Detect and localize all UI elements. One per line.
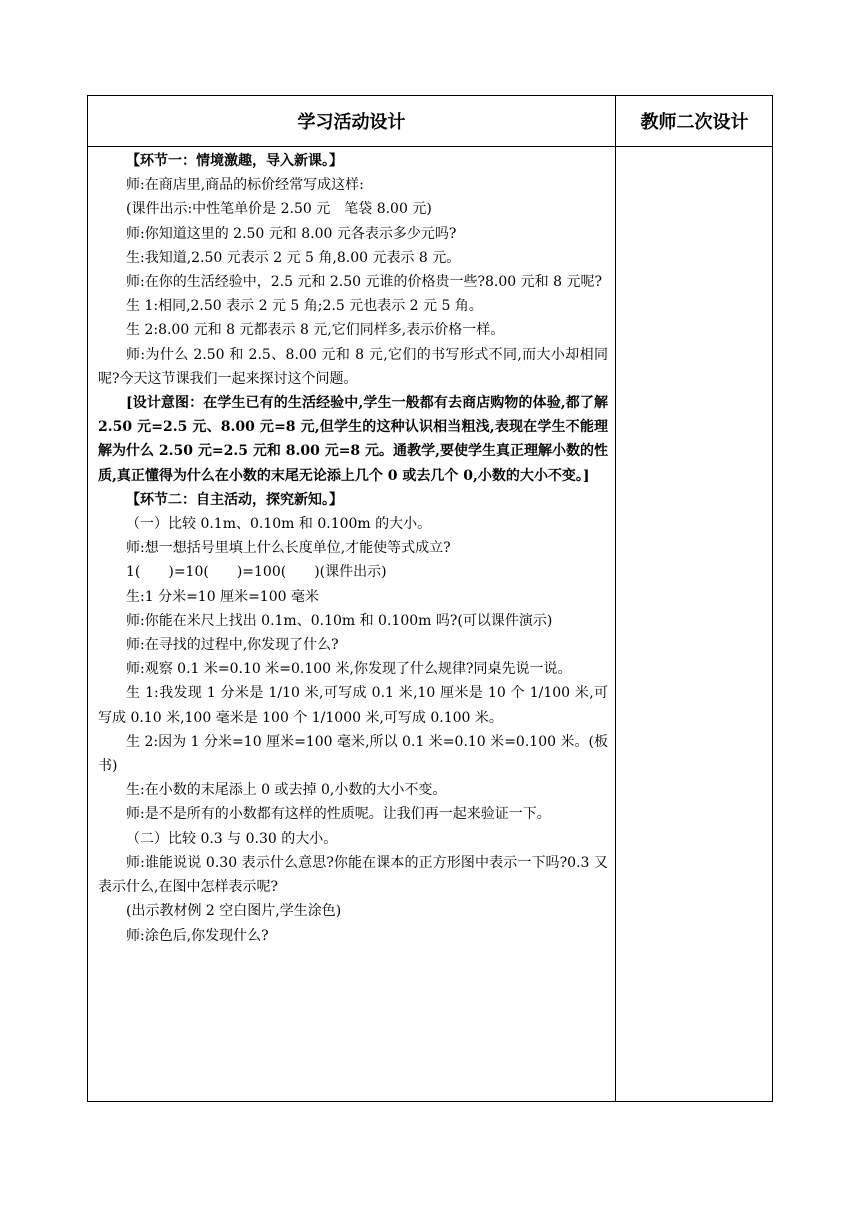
- content-paragraph: 生 1:相同,2.50 表示 2 元 5 角;2.5 元也表示 2 元 5 角。: [126, 298, 483, 315]
- content-paragraph: 【环节一：情境激趣，导入新课。】: [126, 153, 343, 169]
- content-paragraph: 师:涂色后,你发现什么?: [126, 927, 269, 944]
- activity-content: [98, 149, 608, 948]
- content-paragraph: 师:在商店里,商品的标价经常写成这样:: [126, 177, 364, 194]
- content-paragraph: 师:你能在米尺上找出 0.1m、0.10m 和 0.100m 吗?(可以课件演示): [126, 612, 553, 629]
- lesson-table: [87, 95, 773, 1102]
- content-paragraph: 生 2:因为 1 分米=10 厘米=100 毫米,所以 0.1 米=0.10 米=0.100 米。(板书): [98, 733, 608, 775]
- content-paragraph: 师:在寻找的过程中,你发现了什么?: [126, 637, 339, 654]
- content-paragraph: 师:观察 0.1 米=0.10 米=0.100 米,你发现了什么规律?同桌先说一说。: [126, 661, 572, 678]
- content-paragraph: 师:想一想括号里填上什么长度单位,才能使等式成立?: [126, 540, 451, 557]
- content-paragraph: 师:你知道这里的 2.50 元和 8.00 元各表示多少元吗?: [126, 225, 457, 242]
- header-learning-activity: 学习活动设计: [297, 112, 406, 133]
- content-paragraph: 【环节二：自主活动，探究新知。】: [126, 491, 343, 508]
- content-paragraph: (出示教材例 2 空白图片,学生涂色): [126, 903, 342, 920]
- content-paragraph: 生 1:我发现 1 分米是 1/10 米,可写成 0.1 米,10 厘米是 10 个 1/100 米,可写成 0.10 米,100 毫米是 100 个 1/1000 米,可写成 0.100 米。: [98, 685, 608, 726]
- content-paragraph: 生:我知道,2.50 元表示 2 元 5 角,8.00 元表示 8 元。: [126, 249, 461, 266]
- content-paragraph: 生:1 分米=10 厘米=100 毫米: [126, 588, 319, 605]
- content-paragraph: 生:在小数的末尾添上 0 或去掉 0,小数的大小不变。: [126, 782, 447, 799]
- teacher-redesign-cell: [616, 147, 773, 1101]
- content-paragraph: 师:是不是所有的小数都有这样的性质呢。让我们再一起来验证一下。: [126, 806, 551, 823]
- content-paragraph: 师:为什么 2.50 和 2.5、8.00 元和 8 元,它们的书写形式不同,而大小却相同呢?今天这节课我们一起来探讨这个问题。: [98, 346, 608, 387]
- content-paragraph: 师:在你的生活经验中，2.5 元和 2.50 元谁的价格贵一些?8.00 元和 8 元呢?: [126, 274, 602, 291]
- content-paragraph: 师:谁能说说 0.30 表示什么意思?你能在课本的正方形图中表示一下吗?0.3 又表示什么,在图中怎样表示呢?: [98, 854, 608, 896]
- content-paragraph: （二）比较 0.3 与 0.30 的大小。: [126, 830, 338, 847]
- content-paragraph: [设计意图：在学生已有的生活经验中,学生一般都有去商店购物的体验,都了解 2.50 元=2.5 元、8.00 元=8 元,但学生的这种认识相当粗浅,表现在学生不能理解为什么 2.50 元=2.5 元和 8.00 元=8 元。通教学,要使学生真正理解小数的性质,真正懂得为什么在小数的末尾无论添上几个 0 或去几个 0,小数的大小不变。]: [98, 395, 608, 484]
- content-paragraph: 1( )=10( )=100( )(课件出示): [126, 564, 387, 581]
- header-teacher-redesign: 教师二次设计: [640, 112, 749, 133]
- content-paragraph: (课件出示:中性笔单价是 2.50 元 笔袋 8.00 元): [126, 201, 432, 218]
- content-paragraph: 生 2:8.00 元和 8 元都表示 8 元,它们同样多,表示价格一样。: [126, 322, 505, 339]
- content-paragraph: （一）比较 0.1m、0.10m 和 0.100m 的大小。: [126, 516, 432, 533]
